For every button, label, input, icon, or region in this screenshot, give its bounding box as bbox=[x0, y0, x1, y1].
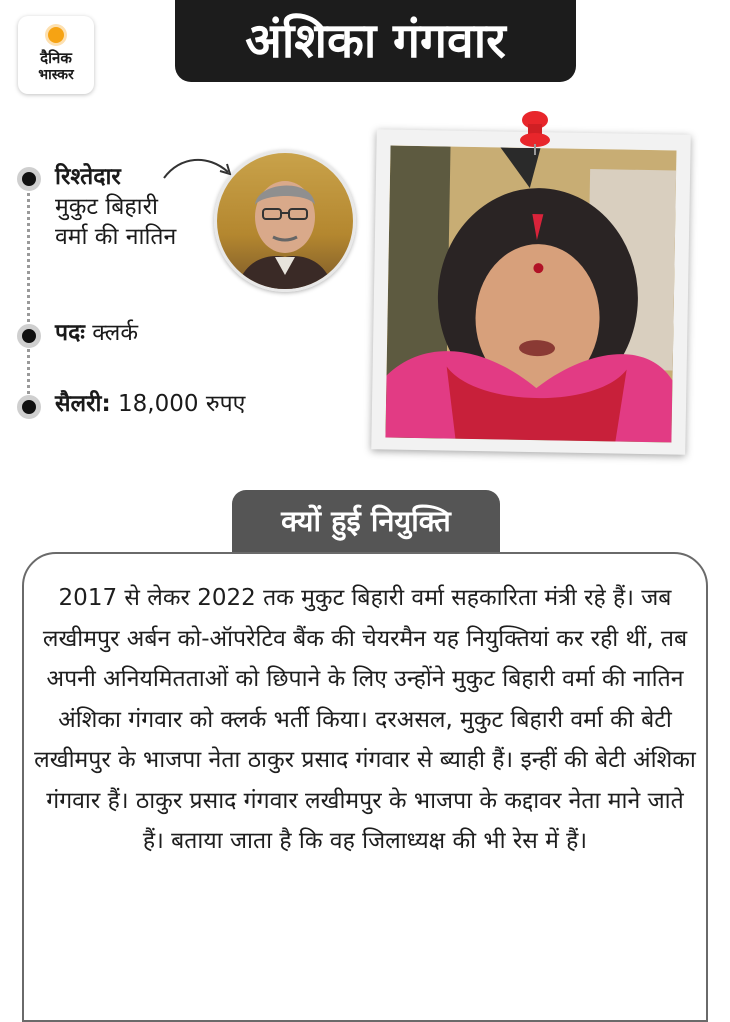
relative-line2: वर्मा की नातिन bbox=[55, 224, 177, 250]
salary-info bbox=[55, 389, 245, 419]
post-value: क्लर्क bbox=[92, 320, 139, 346]
dainik-bhaskar-logo bbox=[18, 16, 94, 94]
relative-portrait bbox=[214, 150, 356, 292]
sun-icon bbox=[48, 27, 64, 43]
timeline-dotted-line bbox=[27, 180, 30, 402]
photo-frame bbox=[371, 129, 691, 454]
relative-info bbox=[55, 162, 176, 252]
relative-label: रिश्तेदार bbox=[55, 164, 121, 190]
logo-text-line2: भास्कर bbox=[38, 67, 74, 83]
page-title: अंशिका गंगवार bbox=[175, 0, 576, 82]
salary-label: सैलरी: bbox=[55, 391, 111, 417]
relative-line1: मुकुट बिहारी bbox=[55, 194, 158, 220]
logo-text-line1: दैनिक bbox=[40, 49, 72, 67]
salary-value: 18,000 रुपए bbox=[118, 391, 246, 417]
push-pin-icon bbox=[518, 110, 552, 156]
timeline-dot-post bbox=[17, 324, 41, 348]
section-heading: क्यों हुई नियुक्ति bbox=[232, 490, 500, 552]
anshika-photo bbox=[385, 146, 676, 443]
timeline-dot-relative bbox=[17, 167, 41, 191]
post-info bbox=[55, 318, 138, 348]
timeline-dot-salary bbox=[17, 395, 41, 419]
body-paragraph: 2017 से लेकर 2022 तक मुकुट बिहारी वर्मा सहकारिता मंत्री रहे हैं। जब लखीमपुर अर्बन को-ऑपरेटिव बैंक की चेयरमैन यह नियुक्तियां कर रही थीं, तब अपनी अनियमितताओं को छिपाने के लिए उन्होंने मुकुट बिहारी वर्मा की नातिन अंशिका गंगवार को क्लर्क भर्ती किया। दरअसल, मुकुट बिहारी वर्मा की बेटी लखीमपुर के भाजपा नेता ठाकुर प्रसाद गंगवार से ब्याही हैं। इन्हीं की बेटी अंशिका गंगवार हैं। ठाकुर प्रसाद गंगवार लखीमपुर के भाजपा के कद्दावर नेता माने जाते हैं। बताया जाता है कि वह जिलाध्यक्ष की भी रेस में हैं। bbox=[34, 585, 696, 854]
post-label: पदः bbox=[55, 320, 85, 346]
